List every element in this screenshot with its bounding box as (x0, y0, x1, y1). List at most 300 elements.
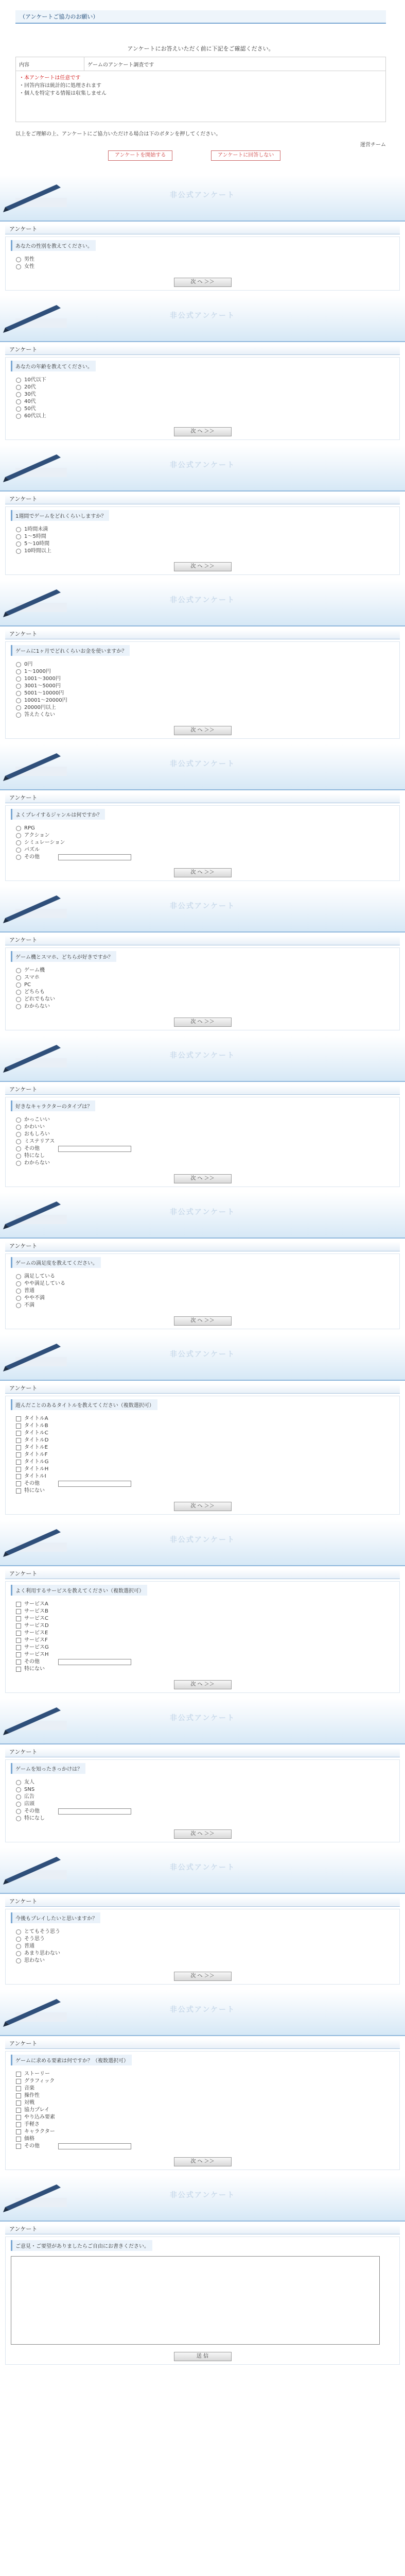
checkbox-option[interactable] (16, 1466, 394, 1473)
section-banner (0, 1192, 405, 1239)
checkbox-option[interactable] (16, 1430, 394, 1437)
checkbox-option[interactable] (16, 2121, 394, 2128)
radio-option[interactable] (16, 1295, 394, 1302)
radio-option[interactable] (16, 1145, 394, 1153)
radio-option[interactable] (16, 967, 394, 974)
intro-note: 以上をご理解の上、アンケートにご協力いただける場合は下のボタンを押してください。 (15, 131, 221, 137)
option-label: RPG (24, 825, 35, 831)
radio-option[interactable] (16, 661, 394, 668)
other-text-input[interactable] (58, 1659, 131, 1665)
option-label: 店頭 (24, 1801, 34, 1807)
checkbox-icon[interactable] (16, 1474, 21, 1479)
radio-option[interactable] (16, 1943, 394, 1950)
radio-option[interactable] (16, 405, 394, 413)
option-label: やり込み要素 (24, 2114, 55, 2120)
other-text-input[interactable] (58, 1808, 131, 1815)
option-label: かわいい (24, 1124, 45, 1130)
next-button[interactable]: 次 へ ＞＞ (174, 1018, 232, 1027)
question-text: 好きなキャラクターのタイプは？ (11, 1100, 95, 1111)
radio-icon[interactable] (16, 691, 21, 696)
radio-icon[interactable] (16, 549, 21, 554)
option-label: かっこいい (24, 1117, 50, 1123)
checkbox-icon[interactable] (16, 1452, 21, 1458)
intro-title: （アンケートご協力のお願い） (15, 10, 386, 24)
options-list (11, 377, 394, 420)
options-list (11, 825, 394, 861)
radio-option[interactable] (16, 1950, 394, 1957)
checkbox-icon[interactable] (16, 2100, 21, 2106)
option-label: 広告 (24, 1794, 34, 1800)
radio-option[interactable] (16, 697, 394, 704)
radio-icon[interactable] (16, 1117, 21, 1123)
radio-option[interactable] (16, 846, 394, 854)
radio-icon[interactable] (16, 826, 21, 831)
question-text: 1週間でゲームをどれくらいしますか？ (11, 510, 109, 521)
checkbox-icon[interactable] (16, 1445, 21, 1450)
section-title: アンケート (5, 225, 400, 234)
radio-icon[interactable] (16, 392, 21, 397)
radio-option[interactable] (16, 1273, 394, 1280)
intro-box (15, 10, 386, 148)
option-label: その他 (24, 854, 40, 860)
section-title: アンケート (5, 2225, 400, 2234)
intro-line-3: ・個人を特定する情報は収集しません (19, 91, 107, 96)
option-label: SNS (24, 1787, 35, 1792)
option-label: タイトルB (24, 1423, 48, 1429)
option-label: サービスA (24, 1601, 48, 1607)
checkbox-icon[interactable] (16, 2093, 21, 2098)
next-button[interactable]: 次 へ ＞＞ (174, 2157, 232, 2166)
checkbox-icon[interactable] (16, 1623, 21, 1629)
question-text: あなたの年齢を教えてください。 (11, 361, 96, 371)
radio-option[interactable] (16, 996, 394, 1003)
options-list (11, 1779, 394, 1822)
checkbox-option[interactable] (16, 1601, 394, 1608)
checkbox-icon[interactable] (16, 1423, 21, 1429)
radio-icon[interactable] (16, 385, 21, 390)
option-label: その他 (24, 1659, 40, 1665)
radio-icon[interactable] (16, 1303, 21, 1308)
next-button[interactable]: 次 へ ＞＞ (174, 562, 232, 571)
radio-option[interactable] (16, 384, 394, 391)
checkbox-icon[interactable] (16, 2108, 21, 2113)
radio-option[interactable] (16, 825, 394, 832)
free-text-area[interactable] (11, 2256, 380, 2345)
radio-option[interactable] (16, 1779, 394, 1786)
question-card (5, 357, 400, 440)
options-list (11, 1601, 394, 1673)
disagree-button[interactable]: アンケートに回答しない (211, 150, 280, 161)
radio-icon[interactable] (16, 1281, 21, 1286)
question-section (0, 630, 405, 739)
option-label: タイトルE (24, 1445, 48, 1450)
option-label: わからない (24, 1004, 50, 1009)
radio-option[interactable] (16, 1808, 394, 1815)
checkbox-option[interactable] (16, 2128, 394, 2136)
checkbox-option[interactable] (16, 1630, 394, 1637)
option-label: PC (24, 982, 31, 988)
radio-option[interactable] (16, 1153, 394, 1160)
radio-icon[interactable] (16, 1794, 21, 1800)
banner-title: 非公式アンケート (169, 312, 236, 320)
question-section (0, 1384, 405, 1515)
radio-option[interactable] (16, 711, 394, 719)
checkbox-option[interactable] (16, 2071, 394, 2078)
other-text-input[interactable] (58, 854, 131, 860)
option-label: 不満 (24, 1302, 34, 1308)
radio-option[interactable] (16, 263, 394, 270)
radio-option[interactable] (16, 377, 394, 384)
radio-icon[interactable] (16, 1132, 21, 1137)
question-text: あなたの性別を教えてください。 (11, 240, 96, 251)
radio-option[interactable] (16, 540, 394, 548)
radio-icon[interactable] (16, 1816, 21, 1821)
checkbox-icon[interactable] (16, 1609, 21, 1614)
next-button[interactable]: 次 へ ＞＞ (174, 1174, 232, 1183)
next-button[interactable]: 次 へ ＞＞ (174, 427, 232, 436)
radio-option[interactable] (16, 1116, 394, 1124)
section-banner (0, 1698, 405, 1744)
radio-icon[interactable] (16, 1929, 21, 1935)
radio-icon[interactable] (16, 1289, 21, 1294)
radio-icon[interactable] (16, 399, 21, 404)
next-button[interactable]: 次 へ ＞＞ (174, 1680, 232, 1689)
checkbox-icon[interactable] (16, 1438, 21, 1443)
question-text: 遊んだことのあるタイトルを教えてください（複数選択可） (11, 1399, 157, 1410)
checkbox-option[interactable] (16, 1666, 394, 1673)
radio-option[interactable] (16, 1138, 394, 1145)
checkbox-icon[interactable] (16, 1659, 21, 1665)
checkbox-option[interactable] (16, 1444, 394, 1451)
banner-title: 非公式アンケート (169, 1714, 236, 1722)
option-label: タイトルG (24, 1459, 49, 1465)
options-list (11, 526, 394, 555)
intro-row1-value: ゲームのアンケート調査です (84, 57, 386, 71)
section-banner (0, 175, 405, 222)
option-label: 友人 (24, 1780, 34, 1785)
section-title: アンケート (5, 1085, 400, 1095)
radio-icon[interactable] (16, 833, 21, 838)
checkbox-icon[interactable] (16, 1416, 21, 1421)
radio-icon[interactable] (16, 676, 21, 682)
option-label: サービスH (24, 1652, 49, 1657)
radio-option[interactable] (16, 391, 394, 398)
checkbox-icon[interactable] (16, 1431, 21, 1436)
radio-option[interactable] (16, 1957, 394, 1964)
option-label: やや満足している (24, 1281, 65, 1286)
question-text: ご意見・ご要望がありましたらご自由にお書きください。 (11, 2240, 152, 2251)
radio-option[interactable] (16, 413, 394, 420)
checkbox-icon[interactable] (16, 1460, 21, 1465)
radio-icon[interactable] (16, 541, 21, 547)
section-title: アンケート (5, 495, 400, 504)
option-label: 普通 (24, 1288, 34, 1294)
options-list (11, 1928, 394, 1964)
radio-icon[interactable] (16, 406, 21, 412)
option-label: わからない (24, 1160, 50, 1166)
option-label: 思わない (24, 1958, 45, 1963)
checkbox-icon[interactable] (16, 2137, 21, 2142)
radio-icon[interactable] (16, 982, 21, 988)
checkbox-icon[interactable] (16, 2079, 21, 2084)
question-text: 今後もプレイしたいと思いますか？ (11, 1912, 100, 1923)
intro-table (15, 57, 386, 122)
option-label: どれでもない (24, 996, 55, 1002)
option-label: グラフィック (24, 2078, 55, 2084)
banner-title: 非公式アンケート (169, 902, 236, 910)
radio-icon[interactable] (16, 713, 21, 718)
intro-line-2: ・回答内容は統計的に処理されます (19, 83, 101, 89)
checkbox-icon[interactable] (16, 1667, 21, 1672)
checkbox-option[interactable] (16, 2143, 394, 2150)
radio-icon[interactable] (16, 855, 21, 860)
question-card (5, 506, 400, 575)
option-label: とてもそう思う (24, 1929, 60, 1935)
option-label: 50代 (24, 406, 36, 412)
checkbox-option[interactable] (16, 2114, 394, 2121)
radio-option[interactable] (16, 1801, 394, 1808)
question-card (5, 805, 400, 881)
section-banner (0, 1036, 405, 1082)
radio-icon[interactable] (16, 1146, 21, 1151)
radio-icon[interactable] (16, 698, 21, 703)
checkbox-option[interactable] (16, 1487, 394, 1495)
checkbox-icon[interactable] (16, 1481, 21, 1486)
other-text-input[interactable] (58, 2143, 131, 2149)
radio-icon[interactable] (16, 414, 21, 419)
banner-title: 非公式アンケート (169, 1536, 236, 1544)
option-label: サービスC (24, 1616, 48, 1621)
radio-icon[interactable] (16, 990, 21, 995)
other-text-input[interactable] (58, 1481, 131, 1487)
radio-option[interactable] (16, 533, 394, 540)
radio-option[interactable] (16, 1003, 394, 1010)
checkbox-icon[interactable] (16, 2086, 21, 2091)
banner-title: 非公式アンケート (169, 1052, 236, 1060)
checkbox-option[interactable] (16, 1473, 394, 1480)
checkbox-icon[interactable] (16, 1616, 21, 1621)
checkbox-icon[interactable] (16, 1488, 21, 1494)
section-banner (0, 1334, 405, 1381)
checkbox-option[interactable] (16, 2078, 394, 2085)
option-label: 5〜10時間 (24, 541, 50, 547)
option-label: タイトルH (24, 1466, 49, 1472)
radio-option[interactable] (16, 690, 394, 697)
checkbox-option[interactable] (16, 2085, 394, 2092)
radio-option[interactable] (16, 398, 394, 405)
checkbox-option[interactable] (16, 1459, 394, 1466)
radio-icon[interactable] (16, 1004, 21, 1009)
radio-icon[interactable] (16, 1937, 21, 1942)
next-button[interactable]: 次 へ ＞＞ (174, 278, 232, 287)
radio-option[interactable] (16, 1786, 394, 1793)
options-list (11, 1273, 394, 1309)
radio-option[interactable] (16, 832, 394, 839)
option-label: 10001〜20000円 (24, 698, 67, 703)
checkbox-option[interactable] (16, 2136, 394, 2143)
checkbox-option[interactable] (16, 1608, 394, 1615)
checkbox-icon[interactable] (16, 2129, 21, 2134)
option-label: タイトルC (24, 1430, 48, 1436)
radio-icon[interactable] (16, 662, 21, 667)
radio-icon[interactable] (16, 1787, 21, 1792)
radio-option[interactable] (16, 526, 394, 533)
option-label: 10時間以上 (24, 548, 51, 554)
option-label: シミュレーション (24, 840, 65, 845)
other-text-input[interactable] (58, 1146, 131, 1152)
radio-icon[interactable] (16, 1951, 21, 1956)
banner-title: 非公式アンケート (169, 191, 236, 199)
radio-option[interactable] (16, 668, 394, 675)
question-text: ゲームに求める要素は何ですか？（複数選択可） (11, 2055, 132, 2065)
radio-icon[interactable] (16, 684, 21, 689)
checkbox-option[interactable] (16, 1622, 394, 1630)
radio-option[interactable] (16, 1160, 394, 1167)
radio-icon[interactable] (16, 1958, 21, 1963)
radio-option[interactable] (16, 839, 394, 846)
question-card (5, 236, 400, 291)
checkbox-option[interactable] (16, 2099, 394, 2107)
radio-icon[interactable] (16, 1944, 21, 1949)
radio-icon[interactable] (16, 1296, 21, 1301)
radio-icon[interactable] (16, 1809, 21, 1814)
options-list (11, 967, 394, 1010)
intro-line-1: ・本アンケートは任意です (19, 75, 81, 81)
radio-option[interactable] (16, 989, 394, 996)
checkbox-option[interactable] (16, 1615, 394, 1622)
radio-option[interactable] (16, 1287, 394, 1295)
radio-icon[interactable] (16, 1161, 21, 1166)
checkbox-option[interactable] (16, 1644, 394, 1651)
radio-option[interactable] (16, 1302, 394, 1309)
checkbox-option[interactable] (16, 1658, 394, 1666)
checkbox-icon[interactable] (16, 1631, 21, 1636)
options-list (11, 661, 394, 719)
section-title: アンケート (5, 936, 400, 945)
radio-option[interactable] (16, 548, 394, 555)
checkbox-icon[interactable] (16, 1645, 21, 1650)
question-card (5, 1253, 400, 1329)
next-button[interactable]: 次 へ ＞＞ (174, 1972, 232, 1981)
checkbox-icon[interactable] (16, 2144, 21, 2149)
option-label: サービスF (24, 1637, 48, 1643)
radio-icon[interactable] (16, 848, 21, 853)
radio-option[interactable] (16, 256, 394, 263)
option-label: ストーリー (24, 2071, 50, 2077)
radio-option[interactable] (16, 1131, 394, 1138)
checkbox-option[interactable] (16, 1422, 394, 1430)
submit-button[interactable]: 送 信 (174, 2352, 232, 2361)
radio-icon[interactable] (16, 975, 21, 980)
checkbox-icon[interactable] (16, 1602, 21, 1607)
checkbox-icon[interactable] (16, 1467, 21, 1472)
option-label: あまり思わない (24, 1951, 60, 1956)
radio-option[interactable] (16, 1928, 394, 1936)
checkbox-option[interactable] (16, 1480, 394, 1487)
checkbox-option[interactable] (16, 1451, 394, 1459)
radio-icon[interactable] (16, 378, 21, 383)
radio-icon[interactable] (16, 997, 21, 1002)
option-label: タイトルI (24, 1473, 46, 1479)
radio-icon[interactable] (16, 705, 21, 710)
radio-icon[interactable] (16, 527, 21, 532)
radio-option[interactable] (16, 1815, 394, 1822)
checkbox-option[interactable] (16, 2092, 394, 2099)
question-card (5, 641, 400, 739)
next-button[interactable]: 次 へ ＞＞ (174, 1316, 232, 1326)
question-text: よく利用するサービスを教えてください（複数選択可） (11, 1585, 147, 1596)
option-label: やや不満 (24, 1295, 45, 1301)
radio-option[interactable] (16, 675, 394, 683)
option-label: サービスB (24, 1608, 48, 1614)
checkbox-option[interactable] (16, 2107, 394, 2114)
option-label: パズル (24, 847, 40, 853)
checkbox-option[interactable] (16, 1415, 394, 1422)
checkbox-icon[interactable] (16, 1638, 21, 1643)
banner-title: 非公式アンケート (169, 461, 236, 469)
checkbox-icon[interactable] (16, 2122, 21, 2127)
radio-option[interactable] (16, 1936, 394, 1943)
radio-icon[interactable] (16, 534, 21, 539)
radio-option[interactable] (16, 704, 394, 711)
radio-icon[interactable] (16, 1125, 21, 1130)
section-title: アンケート (5, 345, 400, 355)
intro-row1-label: 内容 (16, 57, 84, 71)
checkbox-option[interactable] (16, 1637, 394, 1644)
radio-icon[interactable] (16, 1154, 21, 1159)
radio-icon[interactable] (16, 1802, 21, 1807)
radio-icon[interactable] (16, 257, 21, 262)
next-button[interactable]: 次 へ ＞＞ (174, 726, 232, 735)
radio-icon[interactable] (16, 1139, 21, 1144)
option-label: 20000円以上 (24, 705, 56, 710)
question-section (0, 1085, 405, 1187)
radio-icon[interactable] (16, 1780, 21, 1785)
checkbox-icon[interactable] (16, 2115, 21, 2120)
option-label: 30代 (24, 392, 36, 397)
checkbox-option[interactable] (16, 1437, 394, 1444)
banner-title: 非公式アンケート (169, 1350, 236, 1359)
checkbox-option[interactable] (16, 1651, 394, 1658)
radio-option[interactable] (16, 1793, 394, 1801)
radio-icon[interactable] (16, 968, 21, 973)
radio-option[interactable] (16, 981, 394, 989)
radio-icon[interactable] (16, 1274, 21, 1279)
agree-button[interactable]: アンケートを開始する (108, 150, 172, 161)
radio-option[interactable] (16, 854, 394, 861)
radio-icon[interactable] (16, 264, 21, 269)
section-banner (0, 580, 405, 626)
radio-icon[interactable] (16, 840, 21, 845)
radio-option[interactable] (16, 1124, 394, 1131)
option-label: 協力プレイ (24, 2107, 50, 2113)
option-label: タイトルD (24, 1437, 49, 1443)
checkbox-icon[interactable] (16, 2072, 21, 2077)
banner-title: 非公式アンケート (169, 1208, 236, 1216)
option-label: 価格 (24, 2136, 34, 2142)
radio-option[interactable] (16, 683, 394, 690)
question-section (0, 1748, 405, 1842)
radio-icon[interactable] (16, 669, 21, 674)
question-section (0, 495, 405, 575)
section-title: アンケート (5, 793, 400, 803)
next-button[interactable]: 次 へ ＞＞ (174, 1502, 232, 1511)
next-button[interactable]: 次 へ ＞＞ (174, 868, 232, 877)
next-button[interactable]: 次 へ ＞＞ (174, 1829, 232, 1839)
radio-option[interactable] (16, 1280, 394, 1287)
radio-option[interactable] (16, 974, 394, 981)
checkbox-icon[interactable] (16, 1652, 21, 1657)
